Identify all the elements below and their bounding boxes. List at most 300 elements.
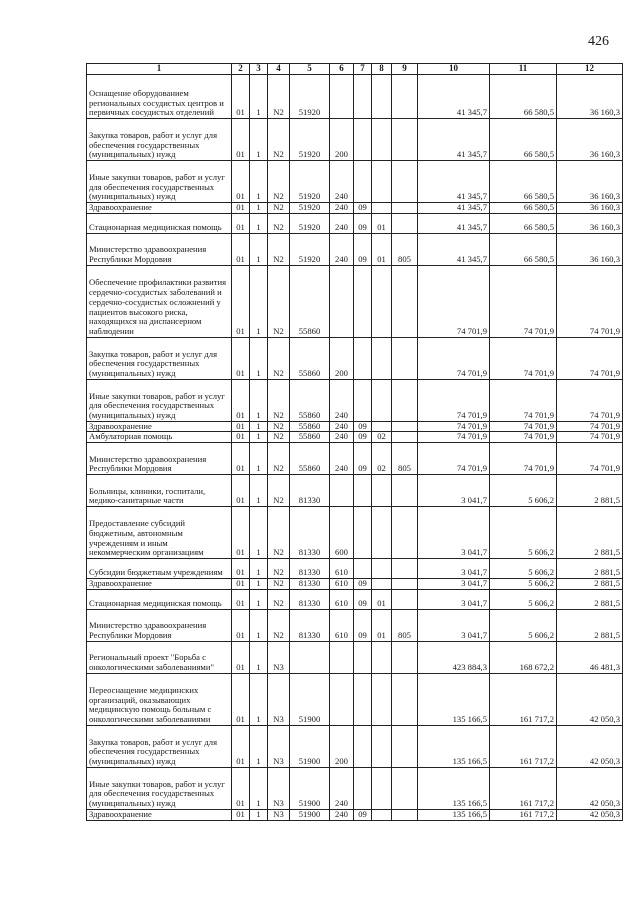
column-header: 4	[268, 64, 290, 75]
amount-c10: 74 701,9	[418, 265, 490, 337]
column-header: 7	[354, 64, 372, 75]
row-name: Оснащение оборудованием региональных сосудистых центров и первичных сосудистых отделений	[87, 75, 232, 119]
code-c9	[392, 507, 418, 559]
amount-c12: 42 050,3	[557, 767, 623, 809]
code-c4: N3	[268, 673, 290, 725]
row-name: Региональный проект "Борьба с онкологическими заболеваниями"	[87, 641, 232, 673]
code-c5	[290, 641, 330, 673]
amount-c12: 36 160,3	[557, 161, 623, 203]
code-c9	[392, 379, 418, 421]
code-c2: 01	[232, 75, 250, 119]
code-c5: 81330	[290, 507, 330, 559]
code-c5: 55860	[290, 265, 330, 337]
code-c3: 1	[250, 203, 268, 214]
code-c7	[354, 337, 372, 379]
code-c5: 81330	[290, 609, 330, 641]
code-c4: N2	[268, 589, 290, 609]
column-header: 5	[290, 64, 330, 75]
amount-c10: 3 041,7	[418, 507, 490, 559]
code-c7	[354, 641, 372, 673]
column-header: 1	[87, 64, 232, 75]
row-name: Предоставление субсидий бюджетным, автономным учреждениям и иным некоммерческим организациям	[87, 507, 232, 559]
code-c9	[392, 119, 418, 161]
code-c8	[372, 809, 392, 820]
code-c6	[330, 265, 354, 337]
row-name: Иные закупки товаров, работ и услуг для обеспечения государственных (муниципальных) нужд	[87, 767, 232, 809]
table-row	[87, 809, 623, 820]
column-header: 6	[330, 64, 354, 75]
amount-c12: 42 050,3	[557, 725, 623, 767]
amount-c10: 3 041,7	[418, 475, 490, 507]
row-name: Здравоохранение	[87, 809, 232, 820]
amount-c11: 5 606,2	[490, 579, 557, 590]
code-c6: 240	[330, 432, 354, 443]
code-c5: 51900	[290, 673, 330, 725]
code-c8	[372, 421, 392, 432]
code-c7	[354, 161, 372, 203]
amount-c11: 66 580,5	[490, 119, 557, 161]
amount-c12: 74 701,9	[557, 379, 623, 421]
code-c8	[372, 475, 392, 507]
code-c2: 01	[232, 337, 250, 379]
code-c9	[392, 421, 418, 432]
table-row	[87, 579, 623, 590]
amount-c11: 66 580,5	[490, 203, 557, 214]
amount-c11: 74 701,9	[490, 443, 557, 475]
code-c7	[354, 725, 372, 767]
amount-c12: 74 701,9	[557, 337, 623, 379]
code-c7	[354, 379, 372, 421]
amount-c12: 2 881,5	[557, 589, 623, 609]
code-c2: 01	[232, 725, 250, 767]
code-c2: 01	[232, 589, 250, 609]
code-c8: 01	[372, 213, 392, 233]
budget-table	[86, 63, 623, 821]
amount-c10: 74 701,9	[418, 337, 490, 379]
table-row	[87, 203, 623, 214]
amount-c10: 135 166,5	[418, 725, 490, 767]
code-c8	[372, 119, 392, 161]
code-c7: 09	[354, 421, 372, 432]
code-c2: 01	[232, 119, 250, 161]
code-c9	[392, 673, 418, 725]
code-c3: 1	[250, 75, 268, 119]
code-c8	[372, 673, 392, 725]
code-c9: 805	[392, 233, 418, 265]
amount-c11: 161 717,2	[490, 673, 557, 725]
code-c9	[392, 213, 418, 233]
column-header: 2	[232, 64, 250, 75]
code-c2: 01	[232, 579, 250, 590]
code-c6: 200	[330, 119, 354, 161]
table-row	[87, 337, 623, 379]
code-c9	[392, 432, 418, 443]
amount-c10: 3 041,7	[418, 579, 490, 590]
page-number: 426	[588, 34, 609, 49]
code-c5: 81330	[290, 559, 330, 579]
code-c9	[392, 767, 418, 809]
code-c2: 01	[232, 609, 250, 641]
code-c6: 240	[330, 767, 354, 809]
table-row	[87, 265, 623, 337]
code-c9: 805	[392, 443, 418, 475]
amount-c11: 161 717,2	[490, 767, 557, 809]
column-header: 12	[557, 64, 623, 75]
amount-c10: 135 166,5	[418, 767, 490, 809]
amount-c11: 161 717,2	[490, 809, 557, 820]
row-name: Здравоохранение	[87, 579, 232, 590]
table-row	[87, 379, 623, 421]
table-row	[87, 609, 623, 641]
code-c3: 1	[250, 119, 268, 161]
code-c6: 200	[330, 725, 354, 767]
row-name: Министерство здравоохранения Республики Мордовия	[87, 609, 232, 641]
code-c2: 01	[232, 203, 250, 214]
code-c8: 01	[372, 609, 392, 641]
code-c3: 1	[250, 432, 268, 443]
amount-c11: 66 580,5	[490, 161, 557, 203]
code-c7	[354, 475, 372, 507]
amount-c11: 74 701,9	[490, 265, 557, 337]
table-row	[87, 432, 623, 443]
column-header: 10	[418, 64, 490, 75]
code-c4: N2	[268, 559, 290, 579]
code-c9	[392, 203, 418, 214]
code-c4: N2	[268, 161, 290, 203]
amount-c10: 41 345,7	[418, 203, 490, 214]
amount-c11: 161 717,2	[490, 725, 557, 767]
code-c5: 55860	[290, 443, 330, 475]
code-c4: N2	[268, 203, 290, 214]
code-c4: N2	[268, 475, 290, 507]
code-c9	[392, 475, 418, 507]
amount-c10: 135 166,5	[418, 673, 490, 725]
row-name: Стационарная медицинская помощь	[87, 589, 232, 609]
code-c6: 610	[330, 579, 354, 590]
table-row	[87, 421, 623, 432]
table-row	[87, 75, 623, 119]
code-c6	[330, 673, 354, 725]
row-name: Закупка товаров, работ и услуг для обеспечения государственных (муниципальных) нужд	[87, 725, 232, 767]
code-c3: 1	[250, 673, 268, 725]
code-c9	[392, 589, 418, 609]
code-c7: 09	[354, 443, 372, 475]
code-c3: 1	[250, 809, 268, 820]
code-c5: 55860	[290, 421, 330, 432]
code-c2: 01	[232, 233, 250, 265]
table-row	[87, 589, 623, 609]
code-c6: 240	[330, 213, 354, 233]
table-row	[87, 119, 623, 161]
code-c6	[330, 475, 354, 507]
code-c3: 1	[250, 421, 268, 432]
code-c8	[372, 337, 392, 379]
code-c9	[392, 579, 418, 590]
code-c5: 81330	[290, 589, 330, 609]
code-c7: 09	[354, 203, 372, 214]
amount-c11: 5 606,2	[490, 609, 557, 641]
amount-c10: 74 701,9	[418, 432, 490, 443]
code-c8: 02	[372, 432, 392, 443]
code-c8	[372, 725, 392, 767]
table-row	[87, 161, 623, 203]
amount-c10: 41 345,7	[418, 233, 490, 265]
code-c3: 1	[250, 579, 268, 590]
amount-c10: 3 041,7	[418, 609, 490, 641]
code-c3: 1	[250, 725, 268, 767]
code-c2: 01	[232, 475, 250, 507]
code-c3: 1	[250, 609, 268, 641]
code-c4: N2	[268, 265, 290, 337]
amount-c11: 74 701,9	[490, 432, 557, 443]
code-c3: 1	[250, 767, 268, 809]
row-name: Субсидии бюджетным учреждениям	[87, 559, 232, 579]
table-header-row	[87, 64, 623, 75]
amount-c12: 2 881,5	[557, 507, 623, 559]
amount-c10: 74 701,9	[418, 379, 490, 421]
table-row	[87, 443, 623, 475]
amount-c11: 66 580,5	[490, 233, 557, 265]
amount-c12: 2 881,5	[557, 609, 623, 641]
code-c8: 01	[372, 233, 392, 265]
amount-c12: 42 050,3	[557, 673, 623, 725]
amount-c11: 168 672,2	[490, 641, 557, 673]
code-c9	[392, 337, 418, 379]
table-row	[87, 767, 623, 809]
code-c2: 01	[232, 161, 250, 203]
amount-c11: 74 701,9	[490, 421, 557, 432]
amount-c11: 5 606,2	[490, 559, 557, 579]
amount-c10: 135 166,5	[418, 809, 490, 820]
code-c8	[372, 203, 392, 214]
code-c4: N2	[268, 507, 290, 559]
code-c7	[354, 507, 372, 559]
amount-c12: 74 701,9	[557, 443, 623, 475]
row-name: Закупка товаров, работ и услуг для обеспечения государственных (муниципальных) нужд	[87, 119, 232, 161]
code-c6: 200	[330, 337, 354, 379]
table-row	[87, 673, 623, 725]
code-c2: 01	[232, 507, 250, 559]
amount-c12: 2 881,5	[557, 475, 623, 507]
code-c4: N3	[268, 809, 290, 820]
code-c8	[372, 507, 392, 559]
code-c5: 51900	[290, 767, 330, 809]
code-c5: 55860	[290, 379, 330, 421]
code-c6: 240	[330, 379, 354, 421]
code-c6	[330, 75, 354, 119]
code-c6	[330, 641, 354, 673]
code-c4: N2	[268, 75, 290, 119]
code-c4: N2	[268, 421, 290, 432]
row-name: Амбулаторная помощь	[87, 432, 232, 443]
column-header: 3	[250, 64, 268, 75]
row-name: Обеспечение профилактики развития сердечно-сосудистых заболеваний и сердечно-сосудистых осложнений у пациентов высокого риска, находящихся на диспансерном наблюдении	[87, 265, 232, 337]
code-c7	[354, 767, 372, 809]
amount-c10: 41 345,7	[418, 161, 490, 203]
row-name: Министерство здравоохранения Республики Мордовия	[87, 443, 232, 475]
table-row	[87, 641, 623, 673]
column-header: 11	[490, 64, 557, 75]
table-row	[87, 559, 623, 579]
amount-c12: 74 701,9	[557, 265, 623, 337]
code-c2: 01	[232, 421, 250, 432]
code-c6: 610	[330, 609, 354, 641]
code-c4: N2	[268, 233, 290, 265]
code-c3: 1	[250, 161, 268, 203]
code-c8	[372, 75, 392, 119]
table-row	[87, 725, 623, 767]
row-name: Иные закупки товаров, работ и услуг для обеспечения государственных (муниципальных) нужд	[87, 379, 232, 421]
code-c2: 01	[232, 641, 250, 673]
code-c5: 55860	[290, 432, 330, 443]
code-c7	[354, 673, 372, 725]
row-name: Иные закупки товаров, работ и услуг для обеспечения государственных (муниципальных) нужд	[87, 161, 232, 203]
code-c7	[354, 265, 372, 337]
code-c5: 51920	[290, 161, 330, 203]
code-c4: N3	[268, 725, 290, 767]
row-name: Закупка товаров, работ и услуг для обеспечения государственных (муниципальных) нужд	[87, 337, 232, 379]
code-c4: N2	[268, 443, 290, 475]
code-c5: 51920	[290, 119, 330, 161]
amount-c10: 41 345,7	[418, 119, 490, 161]
amount-c10: 3 041,7	[418, 559, 490, 579]
code-c9	[392, 161, 418, 203]
code-c6: 240	[330, 443, 354, 475]
code-c6: 610	[330, 589, 354, 609]
amount-c11: 66 580,5	[490, 75, 557, 119]
amount-c11: 74 701,9	[490, 379, 557, 421]
code-c2: 01	[232, 559, 250, 579]
code-c6: 600	[330, 507, 354, 559]
code-c4: N3	[268, 767, 290, 809]
code-c4: N2	[268, 379, 290, 421]
code-c2: 01	[232, 265, 250, 337]
amount-c12: 74 701,9	[557, 432, 623, 443]
code-c5: 51920	[290, 233, 330, 265]
table-row	[87, 507, 623, 559]
amount-c10: 3 041,7	[418, 589, 490, 609]
table-row	[87, 233, 623, 265]
code-c4: N2	[268, 579, 290, 590]
row-name: Стационарная медицинская помощь	[87, 213, 232, 233]
code-c3: 1	[250, 559, 268, 579]
amount-c12: 36 160,3	[557, 119, 623, 161]
code-c3: 1	[250, 233, 268, 265]
row-name: Министерство здравоохранения Республики Мордовия	[87, 233, 232, 265]
code-c7: 09	[354, 233, 372, 265]
code-c9	[392, 559, 418, 579]
code-c7: 09	[354, 589, 372, 609]
amount-c11: 66 580,5	[490, 213, 557, 233]
code-c3: 1	[250, 443, 268, 475]
code-c6: 240	[330, 233, 354, 265]
amount-c11: 5 606,2	[490, 589, 557, 609]
amount-c11: 5 606,2	[490, 507, 557, 559]
code-c3: 1	[250, 589, 268, 609]
amount-c10: 74 701,9	[418, 421, 490, 432]
code-c7	[354, 119, 372, 161]
code-c2: 01	[232, 443, 250, 475]
code-c4: N2	[268, 609, 290, 641]
code-c3: 1	[250, 337, 268, 379]
row-name: Больницы, клиники, госпитали, медико-санитарные части	[87, 475, 232, 507]
column-header: 8	[372, 64, 392, 75]
code-c8	[372, 265, 392, 337]
code-c2: 01	[232, 213, 250, 233]
code-c6: 240	[330, 809, 354, 820]
code-c6: 240	[330, 421, 354, 432]
code-c8	[372, 379, 392, 421]
code-c8	[372, 641, 392, 673]
row-name: Здравоохранение	[87, 203, 232, 214]
code-c9	[392, 725, 418, 767]
code-c8: 02	[372, 443, 392, 475]
code-c4: N2	[268, 213, 290, 233]
amount-c12: 46 481,3	[557, 641, 623, 673]
code-c8	[372, 767, 392, 809]
amount-c11: 74 701,9	[490, 337, 557, 379]
code-c5: 51900	[290, 725, 330, 767]
amount-c10: 41 345,7	[418, 213, 490, 233]
code-c9	[392, 75, 418, 119]
amount-c12: 2 881,5	[557, 579, 623, 590]
code-c3: 1	[250, 265, 268, 337]
code-c5: 51920	[290, 213, 330, 233]
code-c2: 01	[232, 432, 250, 443]
code-c4: N2	[268, 119, 290, 161]
code-c7	[354, 559, 372, 579]
code-c9	[392, 641, 418, 673]
amount-c10: 423 884,3	[418, 641, 490, 673]
code-c9: 805	[392, 609, 418, 641]
code-c7: 09	[354, 579, 372, 590]
code-c2: 01	[232, 767, 250, 809]
code-c5: 81330	[290, 475, 330, 507]
code-c5: 81330	[290, 579, 330, 590]
code-c4: N2	[268, 432, 290, 443]
amount-c10: 41 345,7	[418, 75, 490, 119]
code-c7	[354, 75, 372, 119]
amount-c11: 5 606,2	[490, 475, 557, 507]
code-c2: 01	[232, 379, 250, 421]
amount-c12: 36 160,3	[557, 213, 623, 233]
code-c8	[372, 579, 392, 590]
code-c4: N2	[268, 337, 290, 379]
table-body	[87, 75, 623, 821]
code-c7: 09	[354, 809, 372, 820]
code-c5: 51900	[290, 809, 330, 820]
code-c6: 610	[330, 559, 354, 579]
column-header: 9	[392, 64, 418, 75]
code-c3: 1	[250, 507, 268, 559]
code-c6: 240	[330, 161, 354, 203]
code-c5: 51920	[290, 203, 330, 214]
code-c5: 55860	[290, 337, 330, 379]
amount-c12: 74 701,9	[557, 421, 623, 432]
code-c8: 01	[372, 589, 392, 609]
code-c7: 09	[354, 609, 372, 641]
code-c3: 1	[250, 475, 268, 507]
amount-c12: 36 160,3	[557, 203, 623, 214]
code-c6: 240	[330, 203, 354, 214]
code-c5: 51920	[290, 75, 330, 119]
table-row	[87, 213, 623, 233]
amount-c12: 42 050,3	[557, 809, 623, 820]
code-c2: 01	[232, 809, 250, 820]
amount-c12: 36 160,3	[557, 75, 623, 119]
row-name: Переоснащение медицинских организаций, оказывающих медицинскую помощь больным с онкологическими заболеваниями	[87, 673, 232, 725]
code-c3: 1	[250, 213, 268, 233]
